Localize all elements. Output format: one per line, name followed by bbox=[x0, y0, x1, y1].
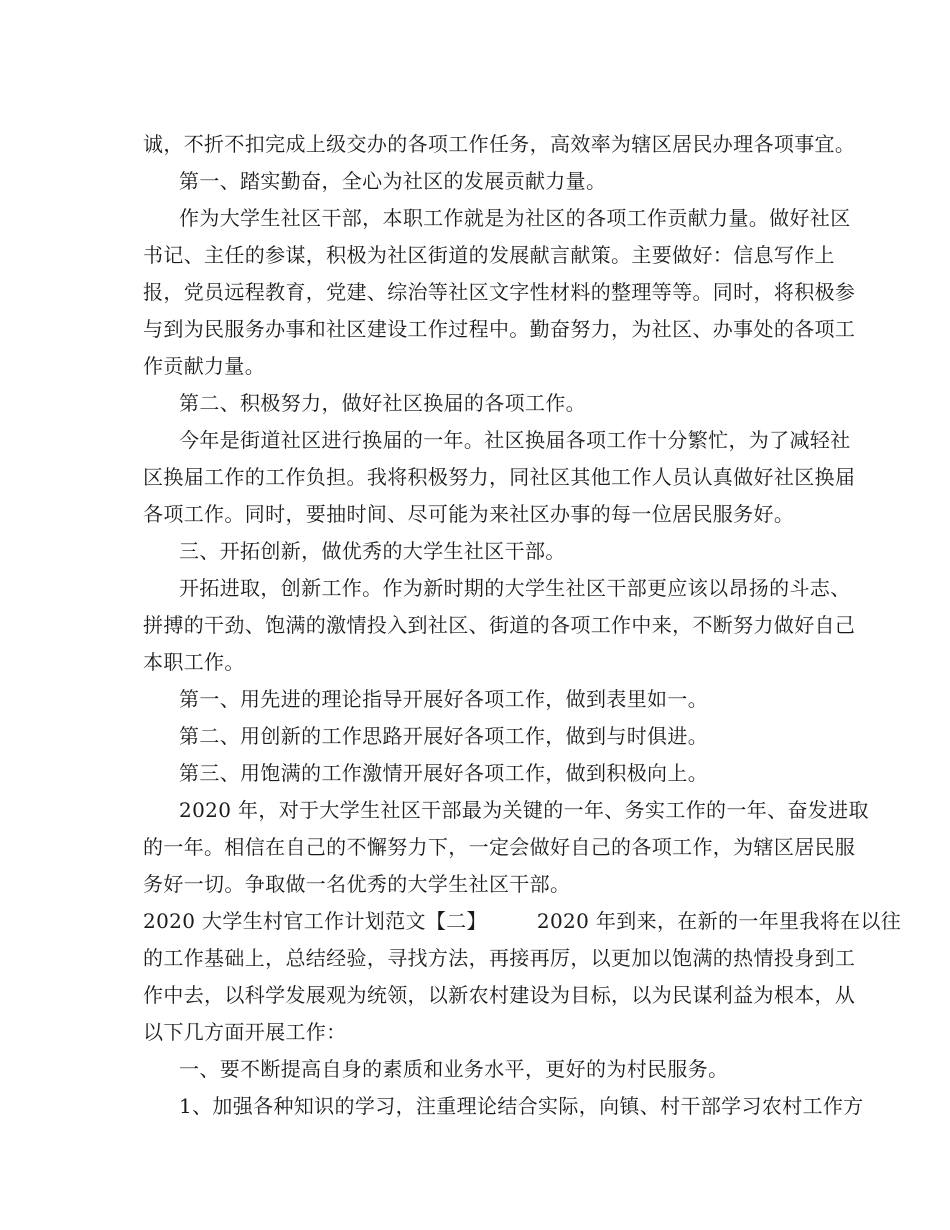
paragraph-line: 诚，不折不扣完成上级交办的各项工作任务，高效率为辖区居民办理各项事宜。 bbox=[143, 132, 856, 156]
paragraph-line: 作中去，以科学发展观为统领，以新农村建设为目标，以为民谋利益为根本，从 bbox=[143, 983, 856, 1007]
paragraph-line: 以下几方面开展工作： bbox=[143, 1020, 347, 1044]
section-heading: 第一、踏实勤奋，全心为社区的发展贡献力量。 bbox=[179, 169, 607, 193]
paragraph-line: 的工作基础上，总结经验，寻找方法，再接再厉，以更加以饱满的热情投身到工 bbox=[143, 946, 856, 970]
paragraph-line: 今年是街道社区进行换届的一年。社区换届各项工作十分繁忙，为了减轻社 bbox=[179, 428, 851, 452]
paragraph-line: 报，党员远程教育，党建、综治等社区文字性材料的整理等等。同时，将积极参 bbox=[143, 280, 856, 304]
paragraph-line: 的一年。相信在自己的不懈努力下，一定会做好自己的各项工作，为辖区居民服 bbox=[143, 835, 856, 859]
list-item: 第二、用创新的工作思路开展好各项工作，做到与时俱进。 bbox=[179, 724, 709, 748]
paragraph-line: 作为大学生社区干部，本职工作就是为社区的各项工作贡献力量。做好社区 bbox=[179, 206, 851, 230]
list-item: 第三、用饱满的工作激情开展好各项工作，做到积极向上。 bbox=[179, 761, 709, 785]
paragraph-lead: 2020 年到来，在新的一年里我将在以往 bbox=[536, 909, 902, 933]
paragraph-line: 书记、主任的参谋，积极为社区街道的发展献言献策。主要做好：信息写作上 bbox=[143, 243, 835, 267]
section-heading: 三、开拓创新，做优秀的大学生社区干部。 bbox=[179, 539, 566, 563]
paragraph-line: 拼搏的干劲、饱满的激情投入到社区、街道的各项工作中来，不断努力做好自己 bbox=[143, 613, 856, 637]
paragraph-line: 本职工作。 bbox=[143, 650, 245, 674]
paragraph-line: 作贡献力量。 bbox=[143, 354, 266, 378]
section-heading: 第二、积极努力，做好社区换届的各项工作。 bbox=[179, 391, 586, 415]
list-item: 第一、用先进的理论指导开展好各项工作，做到表里如一。 bbox=[179, 687, 709, 711]
paragraph-line: 各项工作。同时，要抽时间、尽可能为来社区办事的每一位居民服务好。 bbox=[143, 502, 795, 526]
paragraph-line: 与到为民服务办事和社区建设工作过程中。勤奋努力，为社区、办事处的各项工 bbox=[143, 317, 856, 341]
paragraph-line: 务好一切。争取做一名优秀的大学生社区干部。 bbox=[143, 872, 571, 896]
article-title-line bbox=[143, 908, 901, 934]
paragraph-line: 开拓进取，创新工作。作为新时期的大学生社区干部更应该以昂扬的斗志、 bbox=[179, 576, 851, 600]
article-title: 2020 大学生村官工作计划范文【二】 bbox=[143, 909, 487, 933]
section-heading: 一、要不断提高自身的素质和业务水平，更好的为村民服务。 bbox=[179, 1057, 729, 1081]
paragraph-line: 2020 年，对于大学生社区干部最为关键的一年、务实工作的一年、奋发进取 bbox=[179, 798, 869, 822]
paragraph-line: 区换届工作的工作负担。我将积极努力，同社区其他工作人员认真做好社区换届 bbox=[143, 465, 856, 489]
list-item: 1、加强各种知识的学习，注重理论结合实际，向镇、村干部学习农村工作方 bbox=[179, 1094, 864, 1118]
